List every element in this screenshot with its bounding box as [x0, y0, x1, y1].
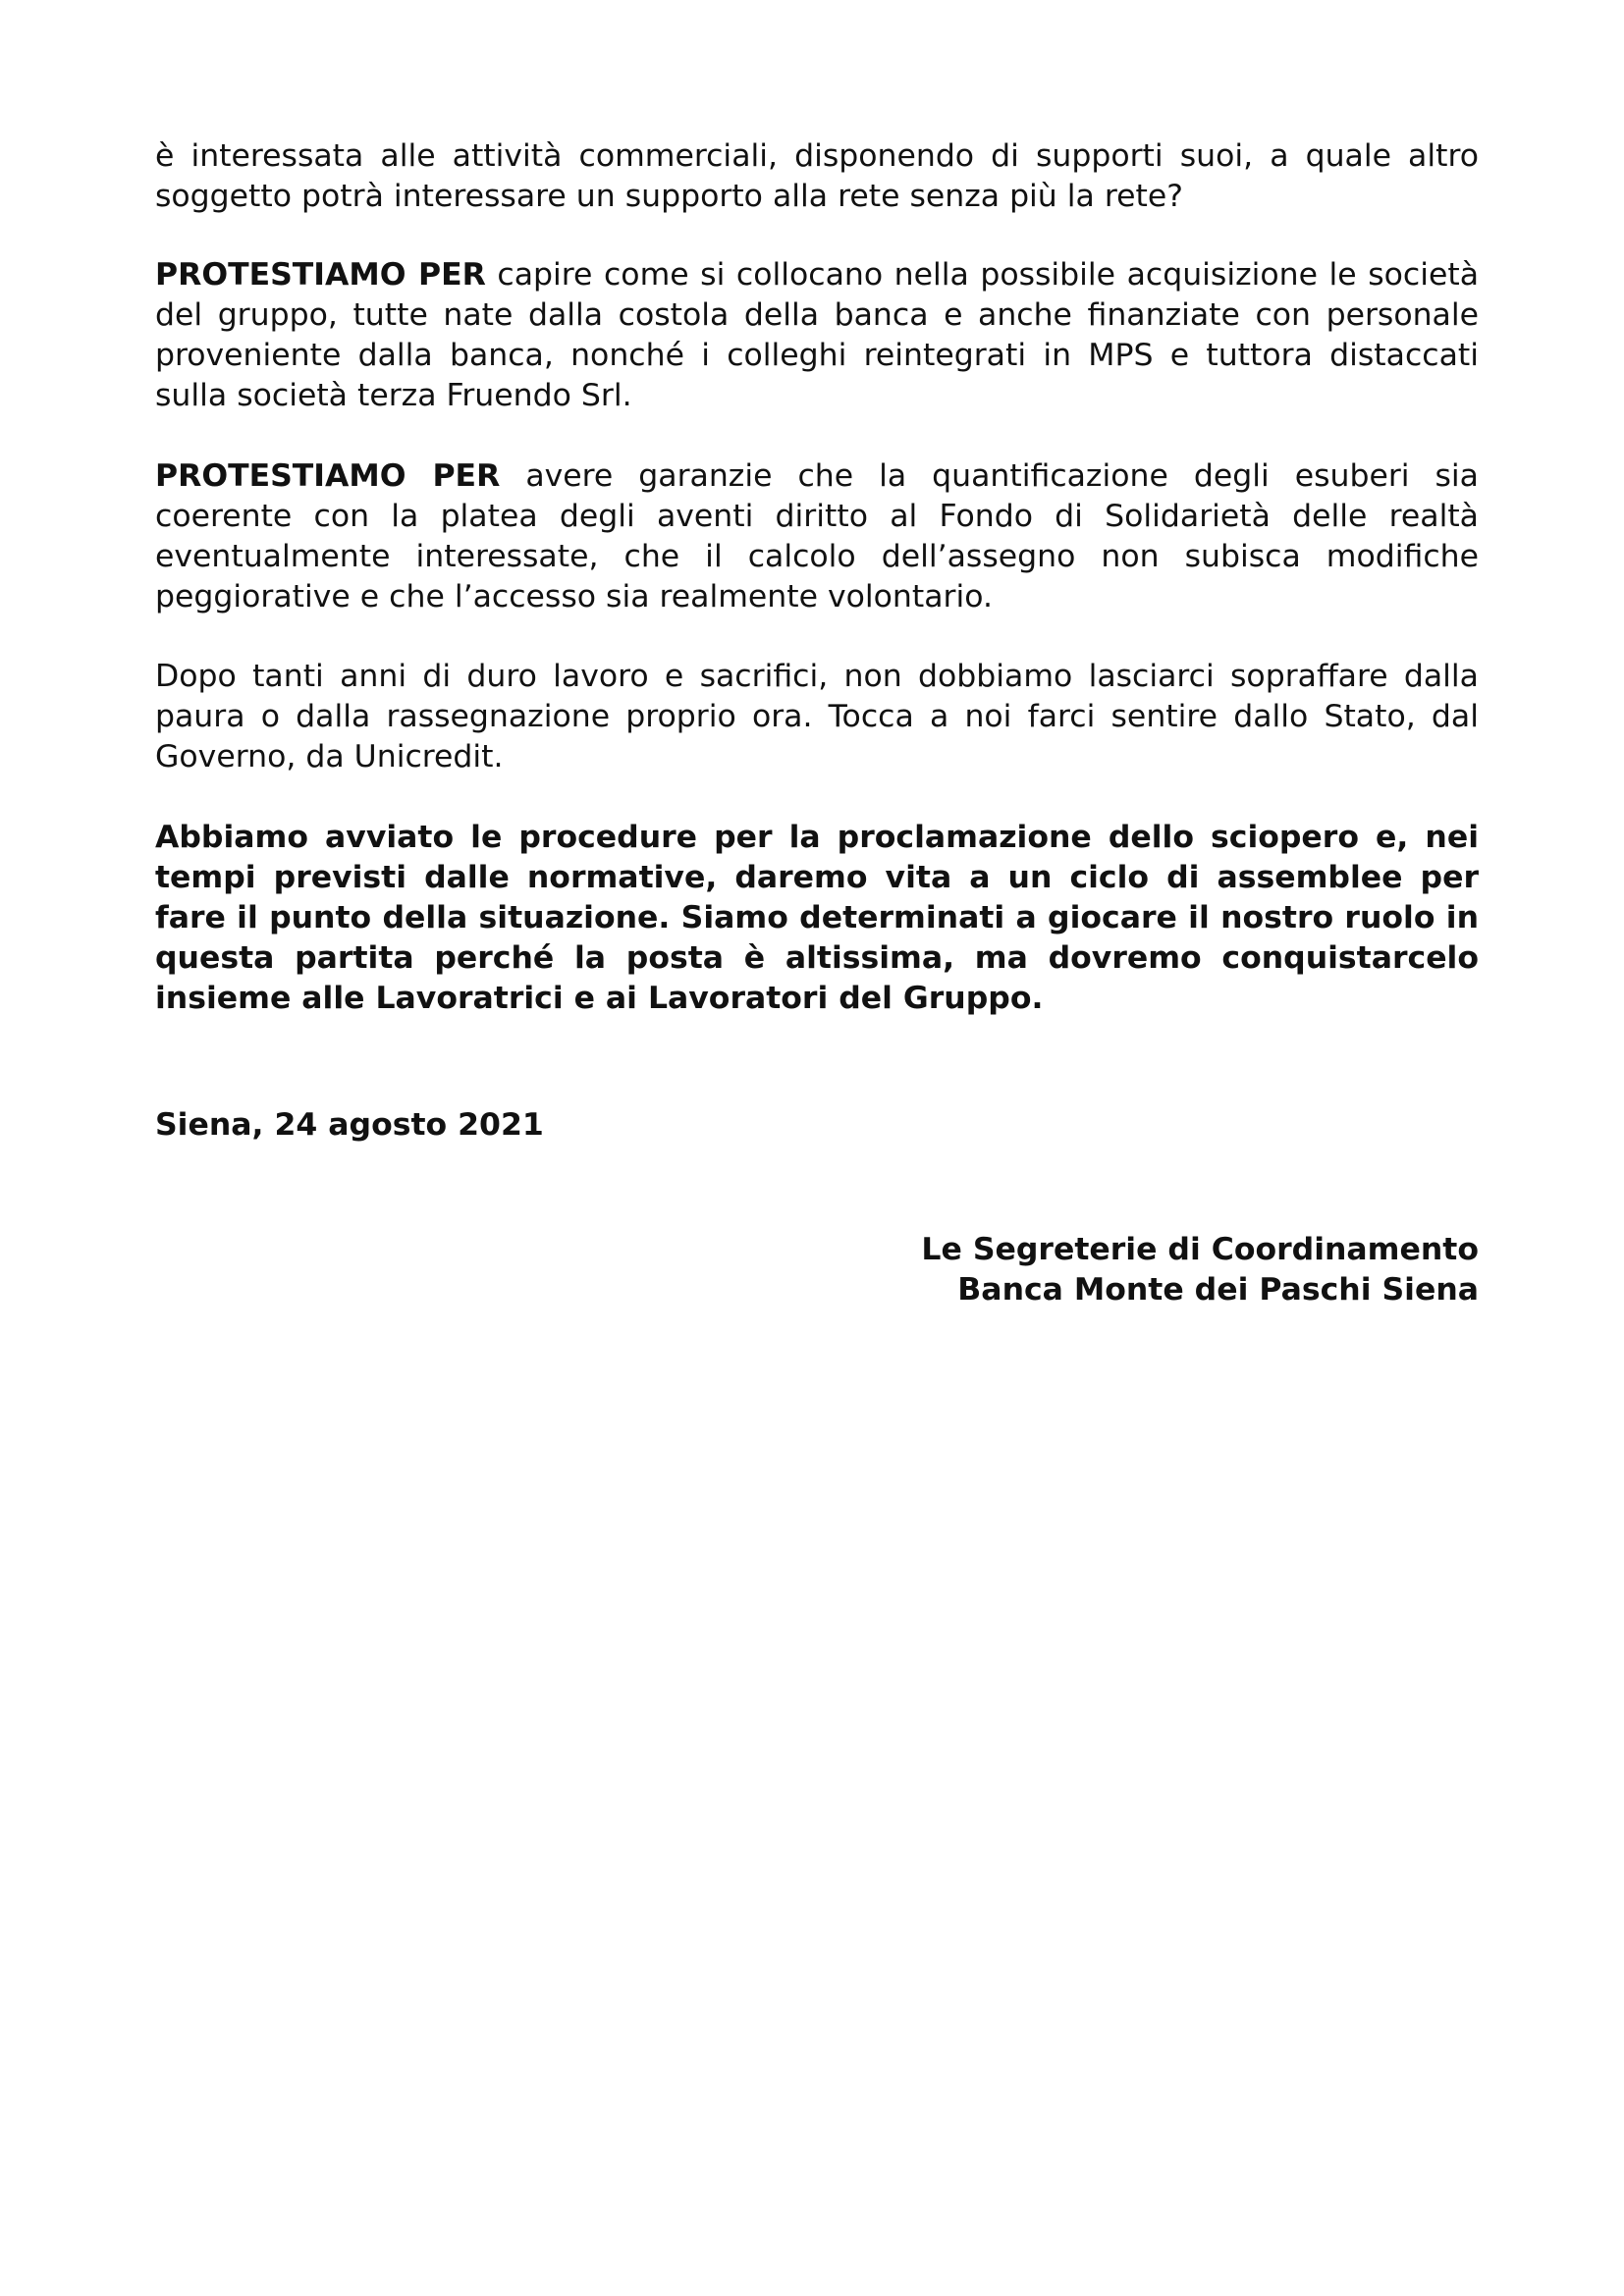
- paragraph-text: capire come si collocano nella possibile acquisizione le società del gruppo, tutte nate dalla costola della banca e anche finanziate con personale proveniente dalla banca, nonché i colleghi reintegrati in MPS e tuttora distaccati sulla società terza Fruendo Srl.: [155, 257, 1480, 413]
- paragraph-support-network: [155, 136, 1479, 217]
- paragraph-lead: PROTESTIAMO PER: [155, 458, 501, 494]
- date-line: Siena, 24 agosto 2021: [155, 1107, 544, 1143]
- signature-line-bank: Banca Monte dei Paschi Siena: [957, 1272, 1479, 1308]
- paragraph-strike-announcement: [155, 818, 1479, 1019]
- paragraph-protest-group-companies: [155, 255, 1479, 416]
- signature-line-secretariats: Le Segreterie di Coordinamento: [921, 1232, 1479, 1267]
- paragraph-text: è interessata alle attività commerciali, disponendo di supporti suoi, a quale altro soggetto potrà interessare un supporto alla rete senza più la rete?: [155, 138, 1479, 214]
- paragraph-protest-guarantees: [155, 456, 1479, 617]
- paragraph-text: Abbiamo avviato le procedure per la proclamazione dello sciopero e, nei tempi previsti dalle normative, daremo vita a un ciclo di assemblee per fare il punto della situazione. Siamo determinati a giocare il nostro ruolo in questa partita perché la posta è altissima, ma dovremo conquistarcelo insieme alle Lavoratrici e ai Lavoratori del Gruppo.: [155, 820, 1479, 1016]
- paragraph-text: Dopo tanti anni di duro lavoro e sacrifici, non dobbiamo lasciarci sopraffare dalla paura o dalla rassegnazione proprio ora. Tocca a noi farci sentire dallo Stato, dal Governo, da Unicredit.: [155, 659, 1479, 774]
- paragraph-lead: PROTESTIAMO PER: [155, 257, 486, 293]
- paragraph-after-years: [155, 657, 1479, 777]
- paragraph-text: avere garanzie che la quantificazione degli esuberi sia coerente con la platea degli aventi diritto al Fondo di Solidarietà delle realtà eventualmente interessate, che il calcolo dell’assegno non subisca modifiche peggiorative e che l’accesso sia realmente volontario.: [155, 458, 1479, 614]
